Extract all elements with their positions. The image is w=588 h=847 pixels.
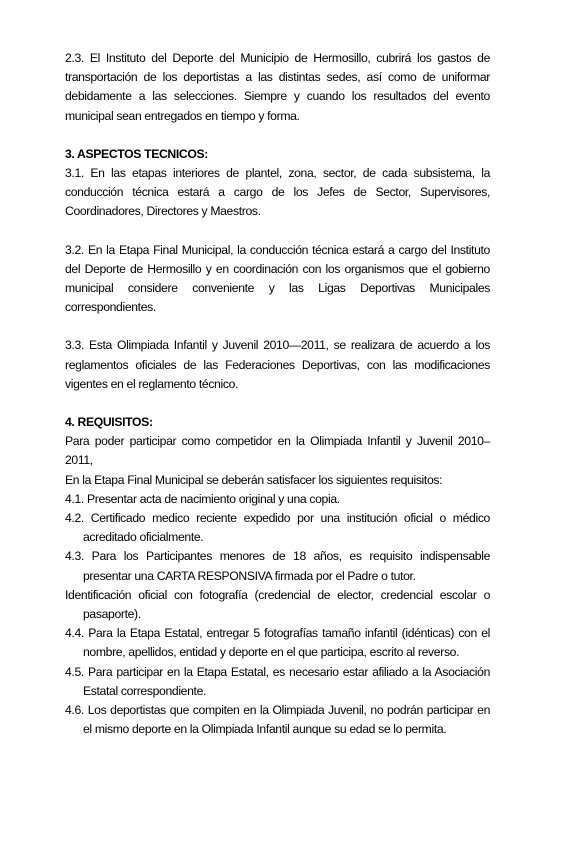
requisito-4-6: 4.6. Los deportistas que compiten en la Olimpiada Juvenil, no podrán participar en el mismo deporte en la Olimpiada Infantil aunque su edad se lo permita. (65, 703, 490, 737)
heading-aspectos-tecnicos: 3. ASPECTOS TECNICOS: (65, 146, 208, 161)
document-page (65, 49, 490, 740)
spacer (65, 394, 490, 413)
requisitos-intro-line-2: En la Etapa Final Municipal se deberán satisfacer los siguientes requisitos: (65, 472, 443, 487)
identificacion-oficial: Identificación oficial con fotografía (credencial de elector, credencial escolar o pasaporte). (65, 587, 490, 622)
section-3-3-paragraph: 3.3. Esta Olimpiada Infantil y Juvenil 2010—2011, se realizara de acuerdo a los reglamentos oficiales de las Federaciones Deportivas, con las modificaciones vigentes en el reglamento técnico. (65, 338, 490, 391)
spacer (65, 222, 490, 241)
requisito-4-4: 4.4. Para la Etapa Estatal, entregar 5 fotografías tamaño infantil (idénticas) con el nombre, apellidos, entidad y deporte en el que participa, escrito al reverso. (65, 626, 490, 660)
spacer (65, 126, 490, 145)
section-2-3-paragraph: 2.3. El Instituto del Deporte del Municipio de Hermosillo, cubrirá los gastos de transportación de los deportistas a las distintas sedes, así como de uniformar debidamente a las selecciones. Siempre y cuando los resultados del evento municipal sean entregados en tiempo y forma. (65, 51, 490, 123)
requisito-4-5: 4.5. Para participar en la Etapa Estatal, es necesario estar afiliado a la Asociación Estatal correspondiente. (65, 664, 490, 698)
section-3-2-paragraph: 3.2. En la Etapa Final Municipal, la conducción técnica estará a cargo del Instituto del Deporte de Hermosillo y en coordinación con los organismos que el gobierno municipal considere conveniente y las Ligas Deportivas Municipales correspondientes. (65, 242, 490, 315)
heading-requisitos: 4. REQUISITOS: (65, 415, 153, 430)
requisito-4-2: 4.2. Certificado medico reciente expedido por una institución oficial o médico acreditado oficialmente. (65, 511, 490, 545)
spacer (65, 317, 490, 336)
requisitos-intro-line-1: Para poder participar como competidor en la Olimpiada Infantil y Juvenil 2010– 2011, (65, 434, 490, 468)
requisito-4-3: 4.3. Para los Participantes menores de 18 años, es requisito indispensable presentar una CARTA RESPONSIVA firmada por el Padre o tutor. (65, 549, 490, 583)
section-3-1-paragraph: 3.1. En las etapas interiores de plantel, zona, sector, de cada subsistema, la conducción técnica estará a cargo de los Jefes de Sector, Supervisores, Coordinadores, Directores y Maestros. (65, 166, 490, 219)
requisito-4-1: 4.1. Presentar acta de nacimiento original y una copia. (65, 491, 340, 506)
